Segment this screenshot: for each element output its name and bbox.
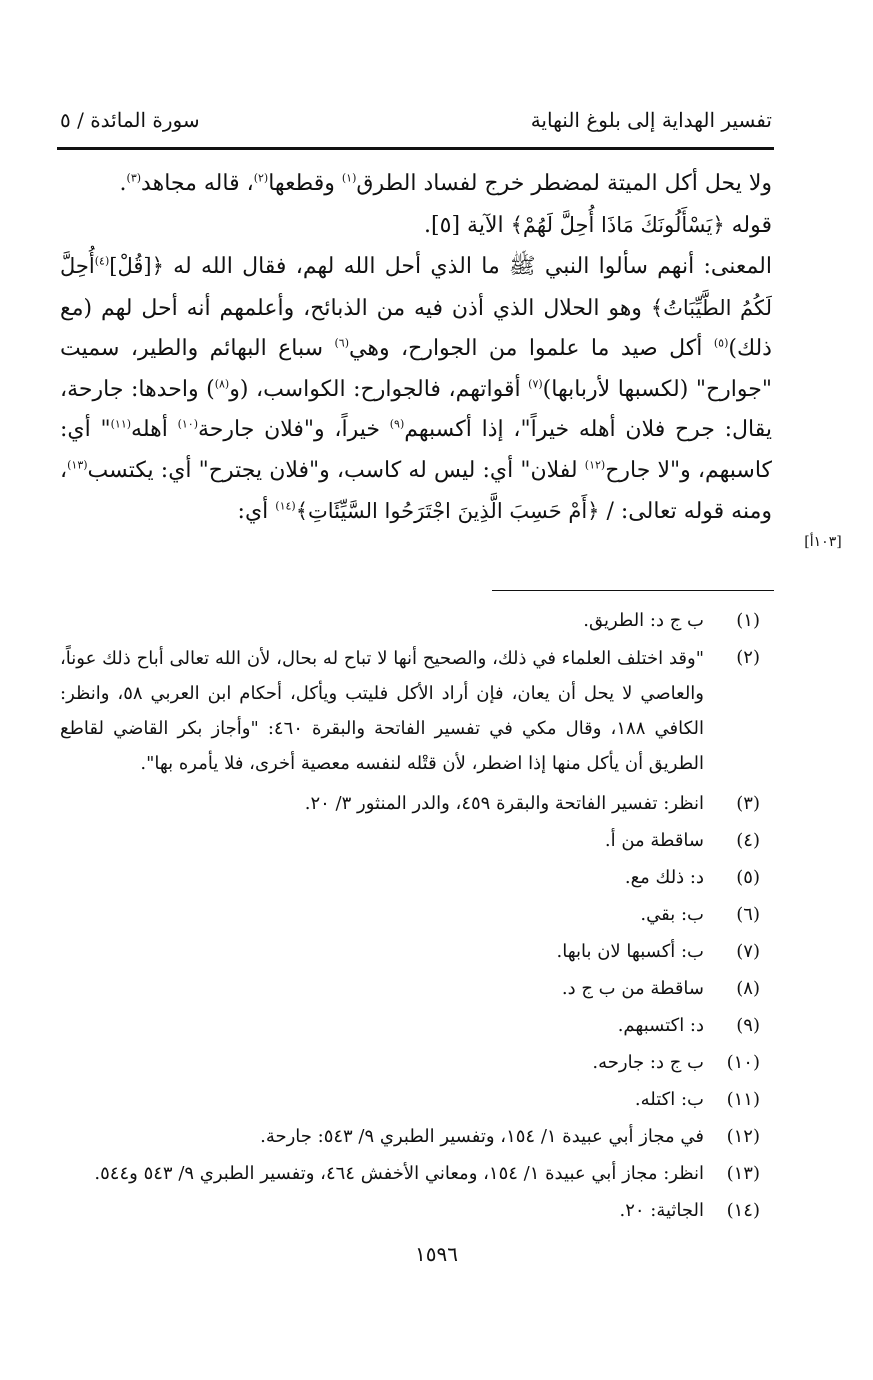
running-header: [60, 108, 772, 140]
footnote-text: انظر: تفسير الفاتحة والبقرة ٤٥٩، والدر المنثور ٣/ ٢٠.: [304, 793, 704, 814]
footnote-number: (٣): [736, 793, 760, 814]
footnote-number: (١٤): [726, 1200, 760, 1221]
footnote: [60, 1197, 772, 1225]
footnote-number: (٨): [736, 978, 760, 999]
footnote-text: د: ذلك مع.: [624, 867, 704, 888]
footnote: [60, 1123, 772, 1151]
footnote-text: د: اكتسبهم.: [617, 1015, 704, 1036]
footnote-ref: (١): [341, 171, 357, 185]
book-title: تفسير الهداية إلى بلوغ النهاية: [530, 108, 772, 132]
text-run: ، قاله مجاهد: [141, 171, 254, 196]
footnote-number: (٤): [736, 830, 760, 851]
footnote-ref: (٢): [253, 171, 269, 185]
footnote-ref: (٧): [528, 377, 543, 391]
text-run: لفلان" أي: ليس له كاسب، و"فلان يجترح" أي: يكتسب: [87, 457, 585, 483]
footnote-number: (٦): [736, 904, 760, 925]
paragraph-3: [60, 246, 772, 533]
paragraph-1: [60, 164, 772, 205]
paragraph-2: [60, 205, 772, 247]
text-run: ، ومنه قوله تعالى: /: [60, 457, 772, 524]
footnote-number: (١٣): [726, 1163, 760, 1184]
text-run: أي:: [237, 499, 276, 524]
quran-verse: ﴿يَسْأَلُونَكَ مَاذَا أُحِلَّ لَهُمْ﴾: [510, 212, 725, 237]
footnote-ref: (٥): [713, 336, 729, 350]
footnote: [60, 644, 772, 781]
text-run: الآية [٥].: [424, 212, 511, 238]
footnote-text: ب ج د: الطريق.: [583, 610, 704, 631]
footnote-ref: (١٠): [177, 417, 199, 431]
text-run: ولا يحل أكل الميتة لمضطر خرج لفساد الطرق: [356, 171, 772, 196]
footnote-text: ساقطة من ب ج د.: [561, 978, 704, 999]
text-run: وقطعها: [268, 171, 342, 196]
main-text: [60, 164, 772, 533]
quran-verse: ﴿[قُلْ]: [109, 254, 164, 278]
footnote-number: (١٠): [726, 1052, 760, 1073]
text-run: أهله: [131, 417, 178, 442]
footnote: [60, 864, 772, 892]
footnote-number: (١١): [726, 1089, 760, 1110]
footnote-ref: (٣): [126, 171, 142, 185]
footnote-text: في مجاز أبي عبيدة ١/ ١٥٤، وتفسير الطبري ٩/ ٥٤٣: جارحة.: [260, 1126, 704, 1147]
footnote: [60, 1160, 772, 1188]
footnote: [60, 607, 772, 635]
footnote: [60, 901, 772, 929]
footnote: [60, 975, 772, 1003]
footnote: [60, 827, 772, 855]
quran-verse: أُحِلَّ لَكُمُ الطَّيِّبَاتُ﴾: [60, 254, 772, 320]
footnote: [60, 938, 772, 966]
footnote-text: "وقد اختلف العلماء في ذلك، والصحيح أنها لا تباح له بحال، لأن الله تعالى أباح ذلك عوناً، والعاصي لا يحل أن يعان، فإن أراد الأكل فليتب ويأكل، أحكام ابن العربي ٥٨، وانظر: الكافي ١٨٨، وقال مكي في تفسير الفاتحة والبقرة ٤٦٠: "وأجاز بكر القاضي لقاطع الطريق أن يأكل منها إذا اضطر، لأن قتْله لنفسه معصية أخرى، فلا يأمره بها".: [60, 648, 705, 774]
sura-label: سورة المائدة / ٥: [60, 108, 200, 132]
text-run: ) واحدها: جارحة، يقال: جرح فلان أهله خيراً"، إذا أكسبهم: [60, 376, 772, 442]
footnote-ref: (١٣): [67, 458, 88, 472]
manuscript-folio-ref: [١٠٣أ]: [804, 534, 842, 550]
text-run: المعنى: أنهم سألوا النبي ﷺ ما الذي أحل الله لهم، فقال الله له: [163, 254, 772, 279]
footnote-ref: (٩): [389, 417, 405, 431]
quran-verse: ﴿أَمْ حَسِبَ الَّذِينَ اجْتَرَحُوا السَّيِّئَاتِ﴾: [295, 499, 600, 523]
footnote-ref: (٦): [334, 336, 350, 350]
footnote: [60, 1049, 772, 1077]
text-run: قوله: [724, 212, 772, 238]
footnote-text: ب: أكسبها لان بابها.: [556, 941, 704, 962]
text-run: " أي: كاسبهم، و"لا جارح: [60, 417, 773, 483]
footnote-ref: (٨): [214, 377, 230, 391]
text-run: أكل صيد ما علموا من الجوارح، وهي: [349, 336, 714, 361]
text-run: .: [119, 171, 127, 196]
footnote-number: (١٢): [726, 1126, 760, 1147]
footnote: [60, 1012, 772, 1040]
footnote-ref: (١٢): [584, 458, 606, 472]
text-run: خيراً، و"فلان جارحة: [198, 417, 390, 442]
footnote-ref: (١١): [110, 417, 132, 431]
footnote: [60, 1086, 772, 1114]
footnote-ref: (١٤): [275, 499, 296, 513]
footnote-rule: [492, 590, 774, 591]
footnote-text: الجاثية: ٢٠.: [619, 1200, 704, 1221]
footnote-text: انظر: مجاز أبي عبيدة ١/ ١٥٤، ومعاني الأخفش ٤٦٤، وتفسير الطبري ٩/ ٥٤٣ و٥٤٤.: [94, 1163, 704, 1184]
footnote-text: ب ج د: جارحه.: [592, 1052, 704, 1073]
footnote-text: ساقطة من أ.: [604, 830, 704, 851]
text-run: وهو الحلال الذي أذن فيه من الذبائح، وأعلمهم أنه أحل لهم (مع ذلك): [60, 295, 772, 361]
footnote-text: ب: بقي.: [640, 904, 704, 925]
header-rule: [57, 147, 774, 150]
footnote-ref: (٤): [94, 254, 110, 268]
footnote-text: ب: اكتله.: [634, 1089, 704, 1110]
text-run: أقواتهم، فالجوارح: الكواسب، (و: [229, 376, 529, 402]
footnote-number: (٧): [736, 941, 760, 962]
text-run: سباع البهائم والطير، سميت "جوارح" (لكسبها لأربابها): [60, 336, 772, 402]
footnotes: [60, 607, 772, 1234]
footnote-number: (٥): [736, 867, 760, 888]
footnote-number: (٢): [736, 647, 760, 668]
page-number: ١٥٩٦: [415, 1242, 458, 1266]
footnote-number: (٩): [736, 1015, 760, 1036]
footnote-number: (١): [736, 610, 760, 631]
footnote: [60, 790, 772, 818]
